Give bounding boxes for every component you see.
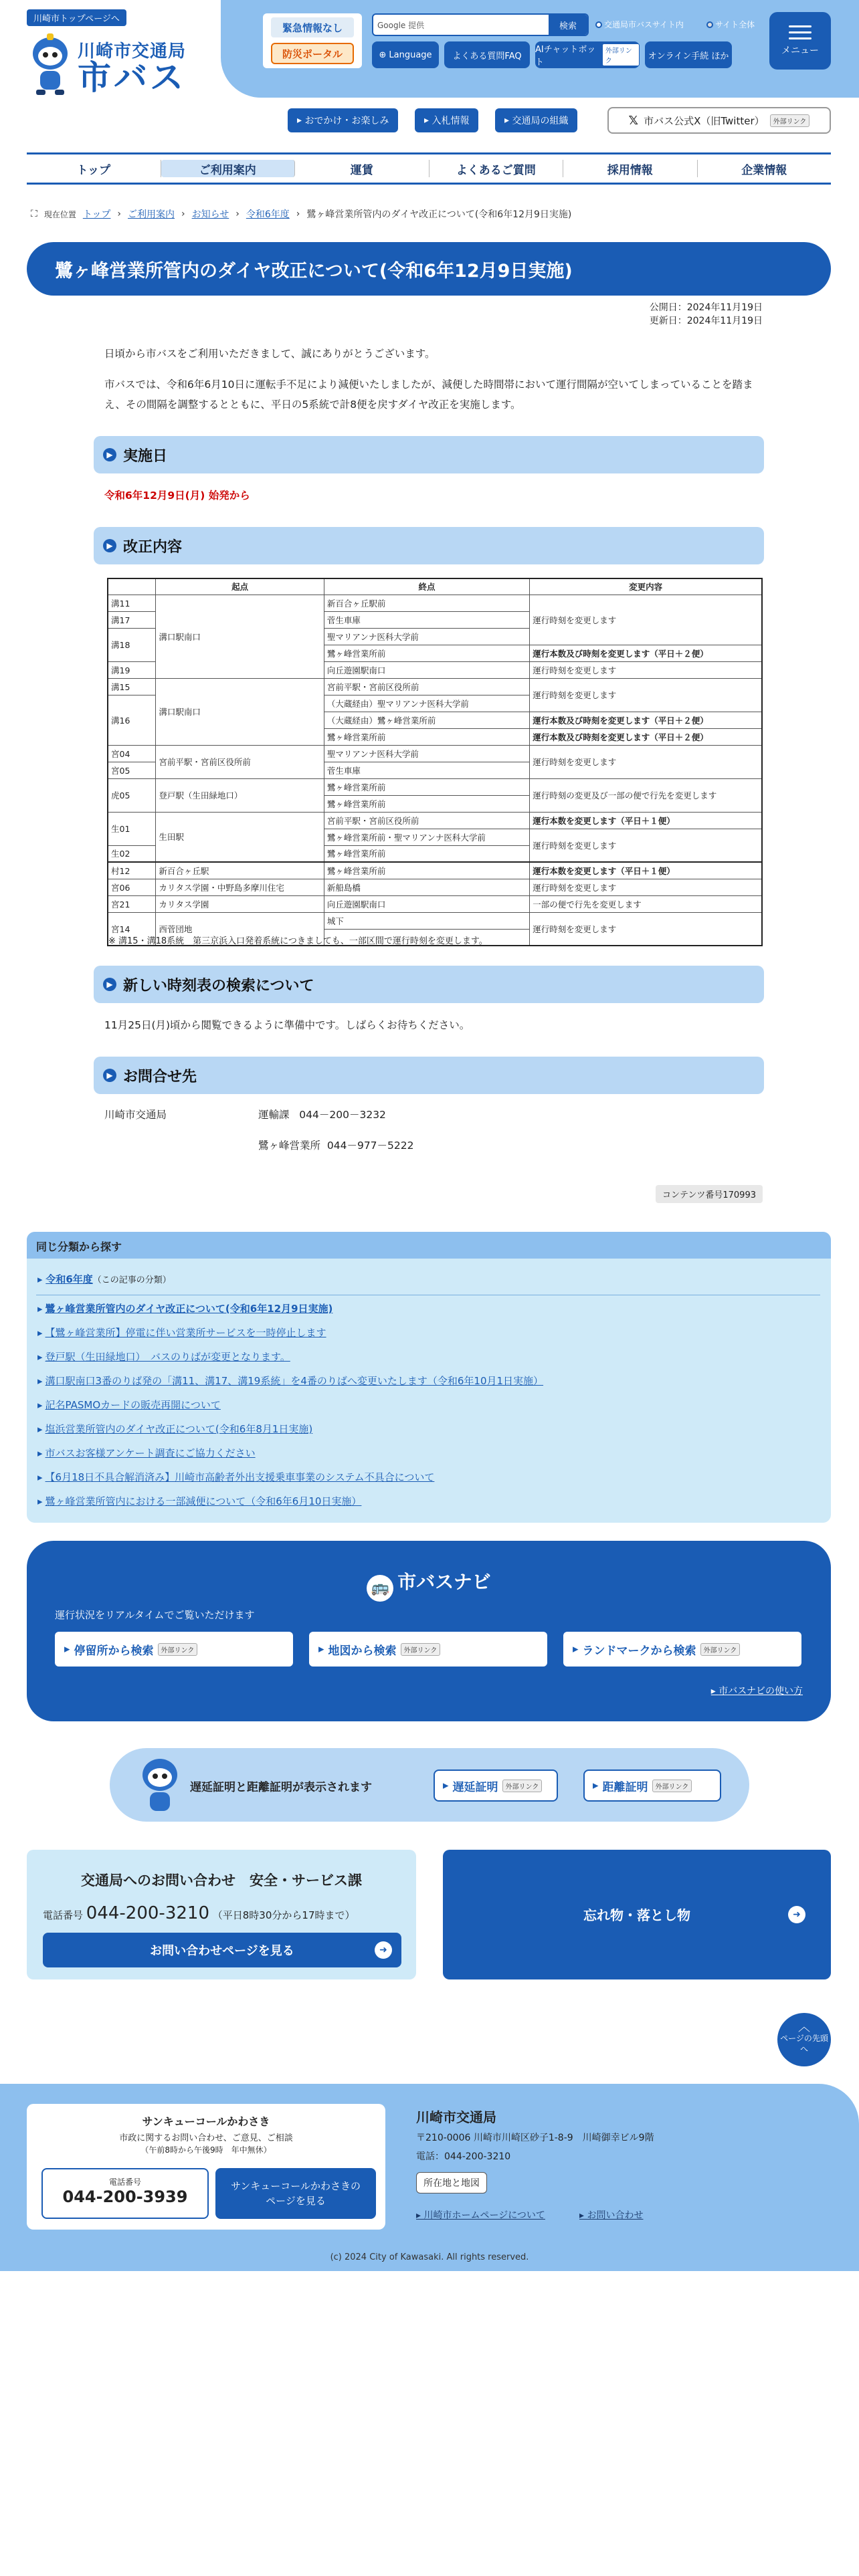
navi-howto-label: 市バスナビの使い方 (719, 1686, 803, 1697)
chevron-right-icon: ▶ (103, 539, 116, 552)
intro-paragraph-1: 日頃から市バスをご利用いただきまして、誠にありがとうございます。 (104, 348, 436, 360)
change-cell: 運行時刻の変更及び一部の便で行先を変更します (530, 778, 762, 812)
route-cell: 宮05 (108, 762, 156, 778)
arrow-right-icon: ➜ (375, 1941, 392, 1959)
radio-icon (595, 21, 602, 28)
contact-box (27, 1850, 416, 1979)
heading-content (94, 527, 764, 564)
header-origin: 起点 (156, 578, 324, 595)
map-button[interactable]: 所在地と地図 (416, 2172, 487, 2193)
origin-cell: カリタス学園 (156, 895, 324, 912)
footer-tel: 電話：044-200-3210 (416, 2151, 511, 2162)
sub-link-label: おでかけ・お楽しみ (304, 116, 389, 126)
end-cell: 聖マリアンナ医科大学前 (324, 628, 529, 645)
page-title: 鷺ヶ峰営業所管内のダイヤ改正について(令和6年12月9日実施) (27, 242, 831, 296)
lost-and-found-button[interactable] (443, 1850, 831, 1979)
route-cell: 宮14 (108, 912, 156, 946)
sub-link-bidding[interactable] (415, 108, 478, 132)
route-cell: 溝15 (108, 678, 156, 695)
radio-site-scope[interactable] (595, 19, 684, 30)
route-cell: 村12 (108, 862, 156, 879)
certificate-text: 遅延証明と距離証明が表示されます (190, 1781, 372, 1794)
origin-cell: 登戸駅（生田緑地口） (156, 778, 324, 812)
breadcrumb-sep: › (181, 209, 185, 219)
end-cell: 宮前平駅・宮前区役所前 (324, 812, 529, 829)
related-category-link[interactable]: 令和6年度 (45, 1273, 93, 1285)
external-link-tag: 外部リンク (401, 1643, 441, 1656)
external-link-tag: 外部リンク (158, 1643, 198, 1656)
end-cell: 鷺ヶ峰営業所前 (324, 862, 529, 879)
city-top-link[interactable]: 川崎市トップページへ (27, 9, 126, 26)
footer-link-contact-label: お問い合わせ (587, 2210, 644, 2221)
change-cell: 一部の便で行先を変更します (530, 895, 762, 912)
contact-2-label: 鷺ヶ峰営業所 (258, 1140, 321, 1152)
table-row (108, 595, 762, 611)
table-row (108, 862, 762, 879)
origin-cell: 新百合ヶ丘駅 (156, 862, 324, 879)
language-button[interactable] (372, 41, 439, 68)
end-cell: 宮前平駅・宮前区役所前 (324, 678, 529, 695)
mascot-icon (27, 31, 74, 98)
list-item[interactable]: ▸ 記名PASMOカードの販売再開について (37, 1398, 221, 1412)
change-cell: 運行時刻を変更します (530, 678, 762, 712)
org-name: 川崎市交通局 (78, 41, 187, 62)
heading-date (94, 436, 764, 473)
end-cell: 向丘遊園駅南口 (324, 895, 529, 912)
table-row (108, 778, 762, 795)
menu-label: メニュー (781, 45, 819, 56)
call-tel-box (41, 2168, 209, 2219)
gnav-recruit[interactable]: 採用情報 (563, 160, 698, 177)
route-cell: 溝18 (108, 628, 156, 661)
contact-box-tel-label: 電話番号 (43, 1909, 84, 1921)
heading-date-label: 実施日 (123, 447, 168, 465)
ai-chatbot-button[interactable] (535, 41, 640, 68)
bus-navi-title-label: 市バスナビ (397, 1571, 491, 1593)
emergency-status[interactable]: 緊急情報なし (271, 17, 354, 37)
sub-link-outing[interactable] (288, 108, 398, 132)
end-cell: 菅生車庫 (324, 611, 529, 628)
chevron-right-icon: ▸ (443, 1779, 449, 1792)
heading-search-label: 新しい時刻表の検索について (123, 977, 314, 994)
radio-all-label: サイト全体 (715, 20, 755, 29)
delay-certificate-button[interactable] (434, 1769, 558, 1802)
radio-all-scope[interactable] (706, 19, 755, 30)
origin-cell: 溝口駅南口 (156, 595, 324, 678)
global-nav (27, 152, 831, 185)
timetable-notice: 11月25日(月)頃から閲覧できるように準備中です。しばらくお待ちください。 (104, 1019, 470, 1031)
online-procedure-button[interactable]: オンライン手続 ほか (645, 41, 732, 68)
list-item[interactable]: ▸ 塩浜営業所管内のダイヤ改正について(令和6年8月1日実施) (37, 1422, 312, 1436)
footer-link-about-label: 川崎市ホームページについて (423, 2210, 545, 2221)
route-cell: 虎05 (108, 778, 156, 812)
related-articles (27, 1232, 831, 1523)
heading-search (94, 966, 764, 1003)
end-cell: 鷺ヶ峰営業所前 (324, 645, 529, 661)
end-cell: 鷺ヶ峰営業所前 (324, 845, 529, 862)
chevron-right-icon: ▸ (416, 2210, 424, 2221)
call-tel-label: 電話番号 (108, 2177, 141, 2187)
breadcrumb-sep: › (296, 209, 300, 219)
change-cell: 運行時刻を変更します (530, 595, 762, 645)
contact-office (258, 1136, 459, 1156)
external-link-tag: 外部リンク (770, 114, 810, 127)
header-change: 変更内容 (530, 578, 762, 595)
change-cell: 運行本数を変更します（平日＋１便） (530, 812, 762, 829)
end-cell: 新百合ヶ丘駅前 (324, 595, 529, 611)
breadcrumb (31, 207, 571, 221)
menu-button[interactable] (769, 12, 831, 70)
footer-link-about[interactable] (416, 2208, 545, 2222)
breadcrumb-top[interactable]: トップ (82, 209, 111, 220)
breadcrumb-news[interactable]: お知らせ (191, 209, 229, 220)
copyright: (c) 2024 City of Kawasaki. All rights reserved. (330, 2252, 529, 2262)
sub-link-organization[interactable] (495, 108, 577, 132)
chevron-right-icon: ▸ (504, 115, 512, 126)
breadcrumb-sep: › (235, 209, 240, 219)
call-desc-2: （午前8時から午後9時 年中無休） (140, 2145, 272, 2155)
route-cell: 溝17 (108, 611, 156, 628)
footer-address: 〒210-0006 川崎市川崎区砂子1-8-9 川崎御幸ビル9階 (416, 2133, 654, 2143)
landmark-search-label: ランドマークから検索 (582, 1644, 696, 1658)
footer (0, 2084, 859, 2271)
call-page-button[interactable]: サンキューコールかわさきのページを見る (215, 2168, 376, 2219)
end-cell: 菅生車庫 (324, 762, 529, 778)
published-date: 公開日：2024年11月19日 (649, 302, 763, 313)
route-cell: 溝11 (108, 595, 156, 611)
change-cell: 運行時刻を変更します (530, 912, 762, 946)
contact-page-label: お問い合わせページを見る (150, 1944, 294, 1958)
map-search-button[interactable] (309, 1632, 547, 1667)
breadcrumb-guide[interactable]: ご利用案内 (128, 209, 175, 220)
chevron-right-icon: ▸ (37, 1273, 46, 1285)
end-cell: 城下 (324, 912, 529, 929)
chevron-right-icon: ▸ (593, 1779, 599, 1792)
route-cell: 生01 (108, 812, 156, 845)
header-end: 終点 (324, 578, 529, 595)
change-cell: 運行本数及び時刻を変更します（平日＋２便） (530, 712, 762, 728)
table-row (108, 895, 762, 912)
chevron-right-icon: ▶ (103, 978, 116, 991)
breadcrumb-year[interactable]: 令和6年度 (246, 209, 290, 220)
route-cell: 宮04 (108, 745, 156, 762)
bus-navi-title (27, 1568, 831, 1602)
hamburger-icon (789, 25, 812, 39)
origin-cell: 溝口駅南口 (156, 678, 324, 745)
map-search-label: 地図から検索 (328, 1644, 397, 1658)
table-row (108, 912, 762, 929)
end-cell: 鷺ヶ峰営業所前 (324, 778, 529, 795)
chevron-right-icon: ▸ (424, 115, 432, 126)
ai-chat-label: AIチャットボット (535, 45, 596, 68)
origin-cell: 宮前平駅・宮前区役所前 (156, 745, 324, 778)
search-input[interactable]: Google 提供 (377, 21, 425, 30)
external-link-tag: 外部リンク (502, 1780, 543, 1792)
stop-search-label: 停留所から検索 (74, 1644, 154, 1658)
footer-org: 川崎市交通局 (416, 2109, 496, 2125)
location-icon: ⛶ (31, 209, 37, 219)
table-row (108, 745, 762, 762)
radio-icon (706, 21, 713, 28)
sub-link-label: 交通局の組織 (512, 116, 569, 126)
gnav-fare[interactable]: 運賃 (295, 160, 430, 177)
related-heading: 同じ分類から探す (27, 1232, 831, 1259)
table-row (108, 812, 762, 829)
thank-you-call-card (27, 2104, 385, 2230)
contact-1-label: 運輸課 (258, 1109, 290, 1121)
x-logo-icon: 𝕏 (628, 113, 639, 128)
table-row (108, 678, 762, 695)
end-cell: 新船島橋 (324, 879, 529, 895)
site-search (372, 13, 589, 36)
gnav-top[interactable]: トップ (27, 160, 161, 177)
origin-cell: 西菅団地 (156, 912, 324, 946)
chevron-up-icon: ︿ (798, 2020, 810, 2034)
arrow-right-icon: ➜ (788, 1906, 805, 1923)
external-link-tag: 外部リンク (602, 43, 640, 66)
bus-navi-panel (27, 1541, 831, 1721)
page-top-label: ページの先頭へ (780, 2034, 828, 2054)
change-cell: 運行本数を変更します（平日＋１便） (530, 862, 762, 879)
heading-content-label: 改正内容 (123, 538, 183, 556)
sub-link-label: 入札情報 (432, 116, 470, 126)
search-button[interactable]: 検索 (549, 15, 587, 35)
end-cell: （大蔵経由）鷺ヶ峰営業所前 (324, 712, 529, 728)
chevron-right-icon: ▸ (710, 1686, 719, 1697)
intro-paragraph-2: 市バスでは、令和6年6月10日に運転手不足により減便いたしましたが、減便した時間帯において運行間隔が空いてしまっていることを踏まえ、その間隔を調整するとともに、平日の5系統で計8便を戻すダイヤ改正を実施します。 (104, 379, 753, 411)
change-cell: 運行時刻を変更します (530, 661, 762, 678)
change-cell: 運行時刻を変更します (530, 829, 762, 862)
bus-icon: 🚌 (367, 1575, 393, 1602)
list-item[interactable]: ▸ 登戸駅（生田緑地口） バスのりばが変更となります。 (37, 1350, 290, 1364)
contact-1-tel: 044－200－3232 (299, 1109, 386, 1121)
stop-search-button[interactable] (55, 1632, 293, 1667)
route-cell: 宮06 (108, 879, 156, 895)
page-dates (650, 301, 763, 328)
revision-table (107, 578, 763, 946)
language-label: Language (389, 49, 432, 60)
table-row (108, 879, 762, 895)
end-cell: 鷺ヶ峰営業所前 (324, 795, 529, 812)
end-cell: 鷺ヶ峰営業所前 (324, 728, 529, 745)
route-cell: 溝19 (108, 661, 156, 678)
chevron-right-icon: ▶ (103, 1069, 116, 1082)
contact-org: 川崎市交通局 (104, 1109, 167, 1121)
x-account-button[interactable] (607, 107, 831, 134)
chevron-right-icon: ▸ (579, 2210, 587, 2221)
list-item[interactable]: ▸ 【鷺ヶ峰営業所】停電に伴い営業所サービスを一時停止します (37, 1325, 326, 1339)
brand-name: 市バス (78, 58, 186, 97)
external-link-tag: 外部リンク (652, 1780, 692, 1792)
x-account-label: 市バス公式X（旧Twitter） (644, 114, 765, 127)
footer-link-contact[interactable] (579, 2208, 643, 2222)
end-cell: 向丘遊園駅南口 (324, 661, 529, 678)
chevron-right-icon: ▸ (318, 1642, 324, 1656)
chevron-right-icon: ▸ (573, 1642, 579, 1656)
route-cell: 生02 (108, 845, 156, 862)
call-desc-1: 市政に関するお問い合わせ、ご意見、ご相談 (119, 2133, 293, 2143)
gnav-faq[interactable]: よくあるご質問 (430, 160, 564, 177)
gnav-guide[interactable]: ご利用案内 (161, 160, 296, 177)
call-tel: 044-200-3939 (62, 2187, 188, 2206)
header-route (108, 578, 156, 595)
heading-contact-label: お問合せ先 (123, 1068, 197, 1085)
contact-box-tel-number: 044-200-3210 (86, 1903, 209, 1923)
distance-certificate-label: 距離証明 (602, 1780, 648, 1794)
distance-certificate-button[interactable] (583, 1769, 721, 1802)
route-cell: 溝16 (108, 695, 156, 745)
contact-page-button[interactable] (43, 1933, 401, 1967)
origin-cell: カリタス学園・中野島多摩川住宅 (156, 879, 324, 895)
breadcrumb-sep: › (117, 209, 122, 219)
change-cell: 運行本数及び時刻を変更します（平日＋２便） (530, 728, 762, 745)
chevron-right-icon: ▶ (103, 448, 116, 461)
contact-box-title: 交通局へのお問い合わせ 安全・サービス課 (81, 1872, 362, 1889)
breadcrumb-label: 現在位置 (43, 209, 76, 219)
list-item[interactable]: ▸ 鷺ヶ峰営業所管内における一部減便について（令和6年6月10日実施） (37, 1494, 361, 1508)
route-cell: 宮21 (108, 895, 156, 912)
effective-date: 令和6年12月9日(月) 始発から (104, 490, 250, 502)
list-item[interactable]: ▸ 市バスお客様アンケート調査にご協力ください (37, 1446, 256, 1460)
list-item[interactable]: ▸ 溝口駅南口3番のりば発の「溝11、溝17、溝19系統」を4番のりばへ変更いたします（令和6年10月1日実施） (37, 1374, 543, 1388)
external-link-tag: 外部リンク (700, 1643, 741, 1656)
list-item[interactable]: ▸ 鷺ヶ峰営業所管内のダイヤ改正について(令和6年12月9日実施) (37, 1301, 332, 1315)
related-category-note: （この記事の分類） (92, 1275, 171, 1285)
table-note: ※ 溝15・溝18系統 第三京浜入口発着系統につきましても、一部区間で運行時刻を変更します。 (108, 936, 488, 946)
call-title: サンキューコールかわさき (142, 2115, 270, 2128)
emergency-panel (263, 13, 362, 68)
gnav-company[interactable]: 企業情報 (741, 163, 787, 177)
contact-box-hours: （平日8時30分から17時まで） (212, 1909, 355, 1921)
site-logo[interactable] (27, 28, 194, 102)
contact-transport (258, 1105, 459, 1125)
end-cell: 鷺ヶ峰営業所前・聖マリアンナ医科大学前 (324, 829, 529, 845)
contact-box-tel (43, 1903, 355, 1923)
end-cell: （大蔵経由）聖マリアンナ医科大学前 (324, 695, 529, 712)
certificate-panel (110, 1748, 749, 1822)
page-top-button[interactable] (777, 2013, 831, 2066)
faq-button[interactable]: よくある質問FAQ (444, 41, 530, 68)
lost-and-found-label: 忘れ物・落とし物 (583, 1907, 690, 1923)
breadcrumb-current: 鷺ヶ峰営業所管内のダイヤ改正について(令和6年12月9日実施) (306, 209, 572, 220)
landmark-search-button[interactable] (563, 1632, 801, 1667)
chevron-right-icon: ▸ (64, 1642, 70, 1656)
radio-site-label: 交通局市バスサイト内 (604, 20, 684, 29)
globe-icon: ⊕ (379, 49, 387, 60)
list-item[interactable]: ▸ 【6月18日不具合解消済み】川崎市高齢者外出支援乗車事業のシステム不具合について (37, 1470, 434, 1484)
chevron-right-icon: ▸ (297, 115, 305, 126)
disaster-portal-button[interactable]: 防災ポータル (271, 43, 354, 64)
bus-navi-desc: 運行状況をリアルタイムでご覧いただけます (55, 1609, 255, 1621)
change-cell: 運行本数及び時刻を変更します（平日＋２便） (530, 645, 762, 661)
origin-cell: 生田駅 (156, 812, 324, 862)
heading-contact (94, 1057, 764, 1094)
related-category (37, 1272, 171, 1286)
change-cell: 運行時刻を変更します (530, 879, 762, 895)
content-number: コンテンツ番号170993 (656, 1185, 763, 1203)
mascot-icon (136, 1752, 183, 1819)
updated-date: 更新日：2024年11月19日 (649, 316, 763, 326)
delay-certificate-label: 遅延証明 (452, 1780, 498, 1794)
change-cell: 運行時刻を変更します (530, 745, 762, 778)
contact-2-tel: 044－977－5222 (326, 1140, 414, 1152)
navi-howto-link[interactable] (711, 1684, 803, 1697)
table-header-row (108, 578, 762, 595)
end-cell: 聖マリアンナ医科大学前 (324, 745, 529, 762)
